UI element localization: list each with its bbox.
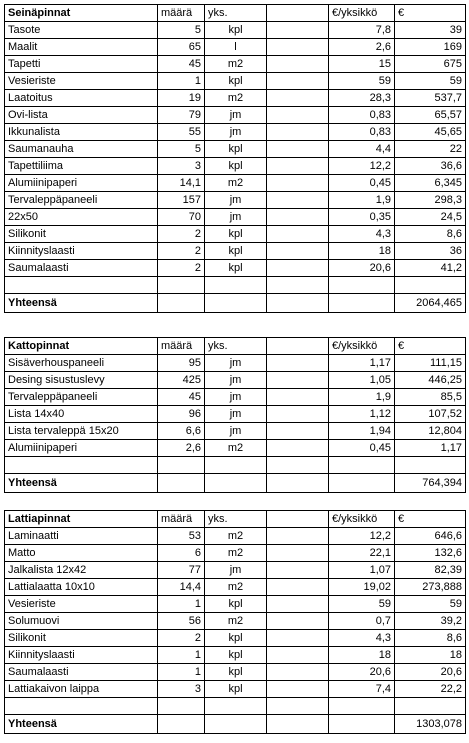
qty-cell[interactable]: 1: [158, 664, 205, 681]
table-row: [5, 664, 466, 681]
table-row: [5, 192, 466, 209]
total-cell[interactable]: 107,52: [395, 406, 466, 423]
column-header-qty[interactable]: määrä: [158, 511, 205, 528]
empty-cell[interactable]: [158, 698, 205, 715]
section-sum[interactable]: 1303,078: [395, 715, 466, 734]
item-name-cell[interactable]: Lattialaatta 10x10: [5, 579, 158, 596]
item-name-cell[interactable]: 22x50: [5, 209, 158, 226]
column-header-total[interactable]: €: [395, 511, 466, 528]
section-sum[interactable]: 2064,465: [395, 294, 466, 313]
item-name-cell[interactable]: Alumiinipaperi: [5, 440, 158, 457]
empty-cell[interactable]: [5, 457, 158, 474]
empty-cell[interactable]: [267, 90, 329, 107]
empty-cell[interactable]: [267, 596, 329, 613]
total-cell[interactable]: 18: [395, 647, 466, 664]
empty-cell[interactable]: [267, 5, 329, 22]
price-cell[interactable]: 59: [329, 73, 395, 90]
item-name-cell[interactable]: Maalit: [5, 39, 158, 56]
total-cell[interactable]: 6,345: [395, 175, 466, 192]
empty-cell[interactable]: [267, 664, 329, 681]
column-header-qty[interactable]: määrä: [158, 338, 205, 355]
qty-cell[interactable]: 2,6: [158, 440, 205, 457]
price-cell[interactable]: 20,6: [329, 260, 395, 277]
section-table-lattiapinnat: [4, 510, 466, 734]
unit-cell[interactable]: m2: [205, 440, 267, 457]
total-label[interactable]: Yhteensä: [5, 474, 158, 493]
empty-cell[interactable]: [267, 158, 329, 175]
total-row: [5, 294, 466, 313]
total-cell[interactable]: 24,5: [395, 209, 466, 226]
unit-cell[interactable]: jm: [205, 423, 267, 440]
total-cell[interactable]: 22: [395, 141, 466, 158]
item-name-cell[interactable]: Tervaleppäpaneeli: [5, 389, 158, 406]
item-name-cell[interactable]: Silikonit: [5, 630, 158, 647]
table-row: [5, 141, 466, 158]
empty-cell[interactable]: [267, 260, 329, 277]
total-cell[interactable]: 39,2: [395, 613, 466, 630]
section-title[interactable]: Seinäpinnat: [5, 5, 158, 22]
unit-cell[interactable]: kpl: [205, 141, 267, 158]
empty-cell[interactable]: [267, 511, 329, 528]
price-cell[interactable]: 12,2: [329, 158, 395, 175]
total-cell[interactable]: 537,7: [395, 90, 466, 107]
table-row: [5, 107, 466, 124]
price-cell[interactable]: 1,9: [329, 192, 395, 209]
empty-cell[interactable]: [267, 681, 329, 698]
total-cell[interactable]: 169: [395, 39, 466, 56]
qty-cell[interactable]: 55: [158, 124, 205, 141]
header-row: [5, 511, 466, 528]
table-row: [5, 260, 466, 277]
unit-cell[interactable]: jm: [205, 562, 267, 579]
empty-cell[interactable]: [267, 124, 329, 141]
table-row: [5, 209, 466, 226]
price-cell[interactable]: 4,3: [329, 630, 395, 647]
unit-cell[interactable]: m2: [205, 56, 267, 73]
unit-cell[interactable]: jm: [205, 209, 267, 226]
item-name-cell[interactable]: Vesieriste: [5, 73, 158, 90]
empty-cell[interactable]: [267, 630, 329, 647]
price-cell[interactable]: 1,07: [329, 562, 395, 579]
unit-cell[interactable]: kpl: [205, 647, 267, 664]
unit-cell[interactable]: jm: [205, 355, 267, 372]
unit-cell[interactable]: kpl: [205, 681, 267, 698]
unit-cell[interactable]: kpl: [205, 664, 267, 681]
price-cell[interactable]: 18: [329, 647, 395, 664]
table-row: [5, 596, 466, 613]
unit-cell[interactable]: kpl: [205, 226, 267, 243]
item-name-cell[interactable]: Tapetti: [5, 56, 158, 73]
column-header-total[interactable]: €: [395, 338, 466, 355]
table-row: [5, 124, 466, 141]
table-row: [5, 355, 466, 372]
qty-cell[interactable]: 96: [158, 406, 205, 423]
qty-cell[interactable]: 79: [158, 107, 205, 124]
table-row: [5, 545, 466, 562]
empty-cell[interactable]: [267, 277, 329, 294]
column-header-price[interactable]: €/yksikkö: [329, 5, 395, 22]
item-name-cell[interactable]: Jalkalista 12x42: [5, 562, 158, 579]
price-cell[interactable]: 0,45: [329, 175, 395, 192]
empty-cell[interactable]: [267, 107, 329, 124]
price-cell[interactable]: 22,1: [329, 545, 395, 562]
table-row: [5, 406, 466, 423]
table-row: [5, 389, 466, 406]
price-cell[interactable]: 2,6: [329, 39, 395, 56]
empty-cell[interactable]: [267, 338, 329, 355]
empty-cell[interactable]: [267, 294, 329, 313]
item-name-cell[interactable]: Silikonit: [5, 226, 158, 243]
total-row: [5, 474, 466, 493]
price-cell[interactable]: 20,6: [329, 664, 395, 681]
unit-cell[interactable]: kpl: [205, 596, 267, 613]
price-cell[interactable]: 0,35: [329, 209, 395, 226]
empty-cell[interactable]: [267, 73, 329, 90]
unit-cell[interactable]: kpl: [205, 158, 267, 175]
empty-cell[interactable]: [267, 579, 329, 596]
item-name-cell[interactable]: Ikkunalista: [5, 124, 158, 141]
price-cell[interactable]: 1,12: [329, 406, 395, 423]
empty-cell[interactable]: [205, 698, 267, 715]
empty-cell[interactable]: [205, 474, 267, 493]
qty-cell[interactable]: 2: [158, 243, 205, 260]
total-cell[interactable]: 39: [395, 22, 466, 39]
unit-cell[interactable]: kpl: [205, 22, 267, 39]
table-row: [5, 372, 466, 389]
empty-cell[interactable]: [267, 423, 329, 440]
empty-row: [5, 457, 466, 474]
unit-cell[interactable]: kpl: [205, 260, 267, 277]
table-row: [5, 243, 466, 260]
table-row: [5, 226, 466, 243]
item-name-cell[interactable]: Kiinnityslaasti: [5, 243, 158, 260]
total-cell[interactable]: 446,25: [395, 372, 466, 389]
total-cell[interactable]: 8,6: [395, 226, 466, 243]
empty-cell[interactable]: [267, 39, 329, 56]
item-name-cell[interactable]: Saumalaasti: [5, 260, 158, 277]
price-cell[interactable]: 12,2: [329, 528, 395, 545]
table-row: [5, 39, 466, 56]
item-name-cell[interactable]: Tasote: [5, 22, 158, 39]
empty-cell[interactable]: [5, 277, 158, 294]
price-cell[interactable]: 59: [329, 596, 395, 613]
unit-cell[interactable]: m2: [205, 90, 267, 107]
empty-cell[interactable]: [158, 294, 205, 313]
total-cell[interactable]: 65,57: [395, 107, 466, 124]
item-name-cell[interactable]: Desing sisustuslevy: [5, 372, 158, 389]
unit-cell[interactable]: m2: [205, 175, 267, 192]
total-cell[interactable]: 22,2: [395, 681, 466, 698]
total-cell[interactable]: 20,6: [395, 664, 466, 681]
column-header-qty[interactable]: määrä: [158, 5, 205, 22]
empty-cell[interactable]: [329, 457, 395, 474]
price-cell[interactable]: 0,83: [329, 124, 395, 141]
column-header-unit[interactable]: yks.: [205, 5, 267, 22]
empty-cell[interactable]: [329, 698, 395, 715]
unit-cell[interactable]: m2: [205, 579, 267, 596]
total-cell[interactable]: 12,804: [395, 423, 466, 440]
total-cell[interactable]: 1,17: [395, 440, 466, 457]
total-cell[interactable]: 59: [395, 73, 466, 90]
empty-cell[interactable]: [329, 277, 395, 294]
item-name-cell[interactable]: Kiinnityslaasti: [5, 647, 158, 664]
table-row: [5, 630, 466, 647]
price-cell[interactable]: 28,3: [329, 90, 395, 107]
table-row: [5, 440, 466, 457]
unit-cell[interactable]: jm: [205, 124, 267, 141]
qty-cell[interactable]: 5: [158, 141, 205, 158]
item-name-cell[interactable]: Matto: [5, 545, 158, 562]
item-name-cell[interactable]: Vesieriste: [5, 596, 158, 613]
item-name-cell[interactable]: Alumiinipaperi: [5, 175, 158, 192]
unit-cell[interactable]: jm: [205, 192, 267, 209]
empty-cell[interactable]: [267, 141, 329, 158]
qty-cell[interactable]: 45: [158, 389, 205, 406]
total-cell[interactable]: 132,6: [395, 545, 466, 562]
price-cell[interactable]: 0,45: [329, 440, 395, 457]
unit-cell[interactable]: jm: [205, 372, 267, 389]
price-cell[interactable]: 19,02: [329, 579, 395, 596]
empty-cell[interactable]: [329, 294, 395, 313]
qty-cell[interactable]: 425: [158, 372, 205, 389]
table-row: [5, 681, 466, 698]
empty-cell[interactable]: [267, 389, 329, 406]
empty-cell[interactable]: [267, 56, 329, 73]
qty-cell[interactable]: 95: [158, 355, 205, 372]
total-cell[interactable]: 59: [395, 596, 466, 613]
empty-cell[interactable]: [267, 226, 329, 243]
unit-cell[interactable]: kpl: [205, 73, 267, 90]
qty-cell[interactable]: 1: [158, 73, 205, 90]
total-label[interactable]: Yhteensä: [5, 294, 158, 313]
qty-cell[interactable]: 5: [158, 22, 205, 39]
empty-cell[interactable]: [267, 175, 329, 192]
table-row: [5, 562, 466, 579]
total-cell[interactable]: 273,888: [395, 579, 466, 596]
price-cell[interactable]: 1,9: [329, 389, 395, 406]
qty-cell[interactable]: 53: [158, 528, 205, 545]
table-row: [5, 56, 466, 73]
total-cell[interactable]: 8,6: [395, 630, 466, 647]
empty-cell[interactable]: [395, 698, 466, 715]
price-cell[interactable]: 1,17: [329, 355, 395, 372]
qty-cell[interactable]: 56: [158, 613, 205, 630]
section-table-kattopinnat: [4, 337, 466, 493]
total-cell[interactable]: 45,65: [395, 124, 466, 141]
empty-cell[interactable]: [205, 457, 267, 474]
table-row: [5, 579, 466, 596]
price-cell[interactable]: 7,4: [329, 681, 395, 698]
total-cell[interactable]: 298,3: [395, 192, 466, 209]
total-cell[interactable]: 82,39: [395, 562, 466, 579]
empty-cell[interactable]: [205, 715, 267, 734]
price-cell[interactable]: 4,4: [329, 141, 395, 158]
qty-cell[interactable]: 65: [158, 39, 205, 56]
column-header-unit[interactable]: yks.: [205, 511, 267, 528]
item-name-cell[interactable]: Tapettiliima: [5, 158, 158, 175]
qty-cell[interactable]: 70: [158, 209, 205, 226]
qty-cell[interactable]: 14,1: [158, 175, 205, 192]
table-row: [5, 613, 466, 630]
section-title[interactable]: Kattopinnat: [5, 338, 158, 355]
unit-cell[interactable]: m2: [205, 528, 267, 545]
empty-cell[interactable]: [395, 457, 466, 474]
item-name-cell[interactable]: Laminaatti: [5, 528, 158, 545]
item-name-cell[interactable]: Laatoitus: [5, 90, 158, 107]
item-name-cell[interactable]: Lista tervaleppä 15x20: [5, 423, 158, 440]
table-row: [5, 175, 466, 192]
qty-cell[interactable]: 77: [158, 562, 205, 579]
empty-cell[interactable]: [158, 715, 205, 734]
empty-cell[interactable]: [395, 277, 466, 294]
unit-cell[interactable]: m2: [205, 545, 267, 562]
empty-cell[interactable]: [267, 562, 329, 579]
column-header-unit[interactable]: yks.: [205, 338, 267, 355]
empty-cell[interactable]: [267, 243, 329, 260]
price-cell[interactable]: 7,8: [329, 22, 395, 39]
total-cell[interactable]: 36: [395, 243, 466, 260]
total-cell[interactable]: 41,2: [395, 260, 466, 277]
qty-cell[interactable]: 1: [158, 647, 205, 664]
empty-cell[interactable]: [267, 440, 329, 457]
qty-cell[interactable]: 2: [158, 226, 205, 243]
unit-cell[interactable]: jm: [205, 107, 267, 124]
item-name-cell[interactable]: Sisäverhouspaneeli: [5, 355, 158, 372]
total-row: [5, 715, 466, 734]
unit-cell[interactable]: jm: [205, 389, 267, 406]
qty-cell[interactable]: 19: [158, 90, 205, 107]
empty-cell[interactable]: [267, 355, 329, 372]
header-row: [5, 338, 466, 355]
price-cell[interactable]: 0,83: [329, 107, 395, 124]
empty-cell[interactable]: [267, 613, 329, 630]
header-row: [5, 5, 466, 22]
empty-cell[interactable]: [267, 528, 329, 545]
empty-cell[interactable]: [205, 294, 267, 313]
unit-cell[interactable]: l: [205, 39, 267, 56]
item-name-cell[interactable]: Saumalaasti: [5, 664, 158, 681]
qty-cell[interactable]: 157: [158, 192, 205, 209]
total-cell[interactable]: 111,15: [395, 355, 466, 372]
unit-cell[interactable]: kpl: [205, 243, 267, 260]
section-sum[interactable]: 764,394: [395, 474, 466, 493]
item-name-cell[interactable]: Lattiakaivon laippa: [5, 681, 158, 698]
empty-cell[interactable]: [267, 545, 329, 562]
table-row: [5, 528, 466, 545]
empty-row: [5, 698, 466, 715]
empty-cell[interactable]: [267, 192, 329, 209]
price-cell[interactable]: 15: [329, 56, 395, 73]
table-row: [5, 647, 466, 664]
empty-cell[interactable]: [5, 698, 158, 715]
total-cell[interactable]: 646,6: [395, 528, 466, 545]
empty-cell[interactable]: [267, 22, 329, 39]
unit-cell[interactable]: jm: [205, 406, 267, 423]
empty-cell[interactable]: [158, 457, 205, 474]
item-name-cell[interactable]: Tervaleppäpaneeli: [5, 192, 158, 209]
table-row: [5, 22, 466, 39]
item-name-cell[interactable]: Ovi-lista: [5, 107, 158, 124]
empty-cell[interactable]: [267, 715, 329, 734]
empty-cell[interactable]: [158, 474, 205, 493]
item-name-cell[interactable]: Solumuovi: [5, 613, 158, 630]
price-cell[interactable]: 1,05: [329, 372, 395, 389]
section-table-seinäpinnat: [4, 4, 466, 313]
empty-cell[interactable]: [205, 277, 267, 294]
qty-cell[interactable]: 3: [158, 681, 205, 698]
empty-cell[interactable]: [267, 457, 329, 474]
qty-cell[interactable]: 2: [158, 630, 205, 647]
empty-cell[interactable]: [267, 698, 329, 715]
item-name-cell[interactable]: Saumanauha: [5, 141, 158, 158]
total-cell[interactable]: 85,5: [395, 389, 466, 406]
price-cell[interactable]: 1,94: [329, 423, 395, 440]
empty-cell[interactable]: [329, 715, 395, 734]
unit-cell[interactable]: kpl: [205, 630, 267, 647]
qty-cell[interactable]: 45: [158, 56, 205, 73]
table-row: [5, 90, 466, 107]
empty-cell[interactable]: [329, 474, 395, 493]
price-cell[interactable]: 4,3: [329, 226, 395, 243]
total-cell[interactable]: 36,6: [395, 158, 466, 175]
unit-cell[interactable]: m2: [205, 613, 267, 630]
empty-row: [5, 277, 466, 294]
section-title[interactable]: Lattiapinnat: [5, 511, 158, 528]
empty-cell[interactable]: [267, 406, 329, 423]
qty-cell[interactable]: 2: [158, 260, 205, 277]
qty-cell[interactable]: 14,4: [158, 579, 205, 596]
table-row: [5, 158, 466, 175]
total-label[interactable]: Yhteensä: [5, 715, 158, 734]
column-header-price[interactable]: €/yksikkö: [329, 511, 395, 528]
empty-cell[interactable]: [267, 474, 329, 493]
column-header-price[interactable]: €/yksikkö: [329, 338, 395, 355]
empty-cell[interactable]: [267, 209, 329, 226]
table-row: [5, 73, 466, 90]
total-cell[interactable]: 675: [395, 56, 466, 73]
empty-cell[interactable]: [158, 277, 205, 294]
price-cell[interactable]: 18: [329, 243, 395, 260]
qty-cell[interactable]: 1: [158, 596, 205, 613]
qty-cell[interactable]: 6,6: [158, 423, 205, 440]
price-cell[interactable]: 0,7: [329, 613, 395, 630]
table-row: [5, 423, 466, 440]
column-header-total[interactable]: €: [395, 5, 466, 22]
empty-cell[interactable]: [267, 372, 329, 389]
item-name-cell[interactable]: Lista 14x40: [5, 406, 158, 423]
qty-cell[interactable]: 3: [158, 158, 205, 175]
qty-cell[interactable]: 6: [158, 545, 205, 562]
empty-cell[interactable]: [267, 647, 329, 664]
